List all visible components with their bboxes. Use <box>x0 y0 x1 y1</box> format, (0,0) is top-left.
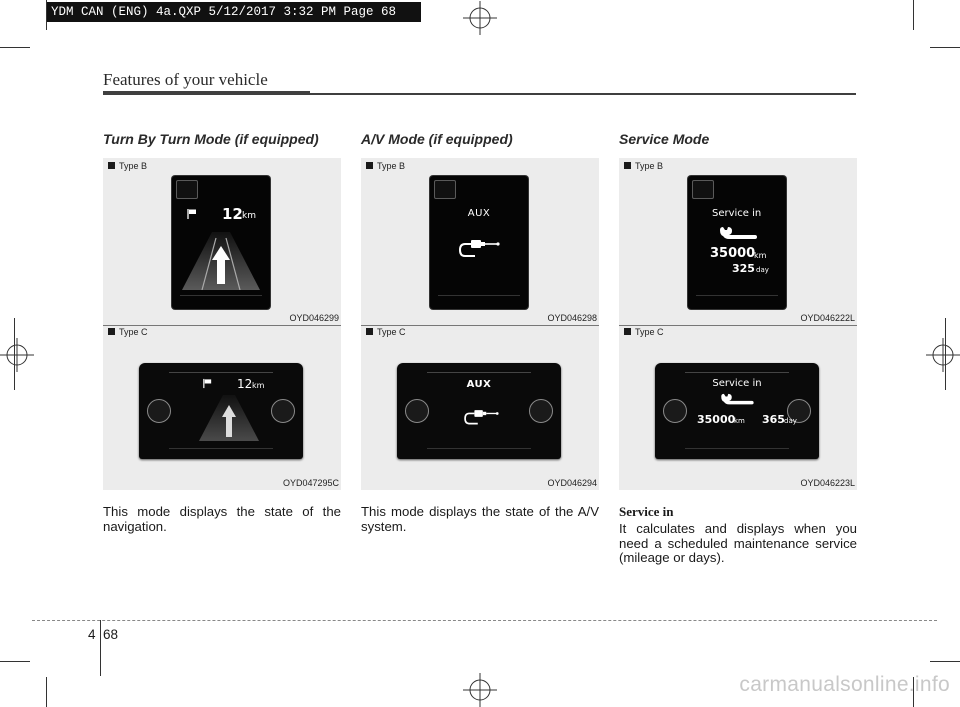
registration-mark-icon <box>926 338 960 372</box>
turn-by-turn-heading: Turn By Turn Mode (if equipped) <box>103 131 319 147</box>
type-b-screen <box>688 176 786 309</box>
service-mode-figure <box>619 158 857 490</box>
registration-mark-icon <box>0 338 34 372</box>
footer-rule <box>32 620 937 621</box>
crop-marks-side <box>14 318 15 390</box>
service-day-unit: day <box>784 417 797 425</box>
type-b-label: Type B <box>108 161 147 171</box>
page-section: 4 <box>88 627 96 642</box>
type-c-label: Type C <box>624 327 664 337</box>
service-day-value: 325 <box>732 262 755 275</box>
service-title: Service in <box>712 378 762 389</box>
figure-code: OYD046298 <box>547 313 597 323</box>
print-header: YDM CAN (ENG) 4a.QXP 5/12/2017 3:32 PM Page 68 <box>46 2 421 22</box>
wrench-icon <box>717 393 757 407</box>
service-mode-heading: Service Mode <box>619 131 710 147</box>
turn-arrow-icon <box>182 232 260 290</box>
aux-label: AUX <box>467 208 491 219</box>
registration-mark-icon <box>463 1 497 35</box>
service-day-value: 365 <box>762 413 785 426</box>
service-in-heading: Service in <box>619 504 674 519</box>
type-b-screen <box>172 176 270 309</box>
distance-value: 12 <box>237 377 253 391</box>
type-b-label: Type B <box>366 161 405 171</box>
figure-code: OYD046299 <box>289 313 339 323</box>
service-km-unit: km <box>754 251 767 260</box>
turn-arrow-icon <box>199 395 259 441</box>
type-b-label: Type B <box>624 161 663 171</box>
figure-code: OYD047295C <box>282 478 339 488</box>
service-km-value: 35000 <box>697 413 736 426</box>
figure-code: OYD046223L <box>800 478 855 488</box>
service-day-unit: day <box>756 266 769 274</box>
watermark: carmanualsonline.info <box>739 673 950 696</box>
service-mode-description: It calculates and displays when you need a scheduled maintenance service (mileage or days). <box>619 521 857 565</box>
type-c-label: Type C <box>366 327 406 337</box>
service-km-unit: km <box>734 417 745 425</box>
distance-unit: km <box>252 381 265 390</box>
page-number: 68 <box>103 627 119 642</box>
figure-code: OYD046222L <box>800 313 855 323</box>
aux-cable-icon <box>462 405 502 427</box>
distance-value: 12 <box>222 205 243 223</box>
destination-flag-icon <box>202 378 213 389</box>
av-mode-figure <box>361 158 599 490</box>
destination-flag-icon <box>186 208 198 220</box>
aux-cable-icon <box>457 234 503 260</box>
type-c-label: Type C <box>108 327 148 337</box>
type-c-cluster <box>397 363 561 459</box>
header-rule <box>103 91 310 95</box>
aux-label: AUX <box>466 379 492 390</box>
header-rule-thin <box>310 93 856 95</box>
av-mode-heading: A/V Mode (if equipped) <box>361 131 513 147</box>
wrench-icon <box>718 226 758 242</box>
figure-code: OYD046294 <box>547 478 597 488</box>
type-c-cluster <box>655 363 819 459</box>
type-b-screen <box>430 176 528 309</box>
turn-by-turn-figure <box>103 158 341 490</box>
running-title: Features of your vehicle <box>103 70 268 89</box>
registration-mark-icon <box>463 673 497 707</box>
page-divider <box>100 620 101 676</box>
av-mode-description: This mode displays the state of the A/V system. <box>361 504 599 534</box>
service-title: Service in <box>712 208 762 219</box>
type-c-cluster <box>139 363 303 459</box>
service-km-value: 35000 <box>710 246 756 261</box>
distance-unit: km <box>242 211 256 221</box>
turn-by-turn-description: This mode displays the state of the navigation. <box>103 504 341 534</box>
